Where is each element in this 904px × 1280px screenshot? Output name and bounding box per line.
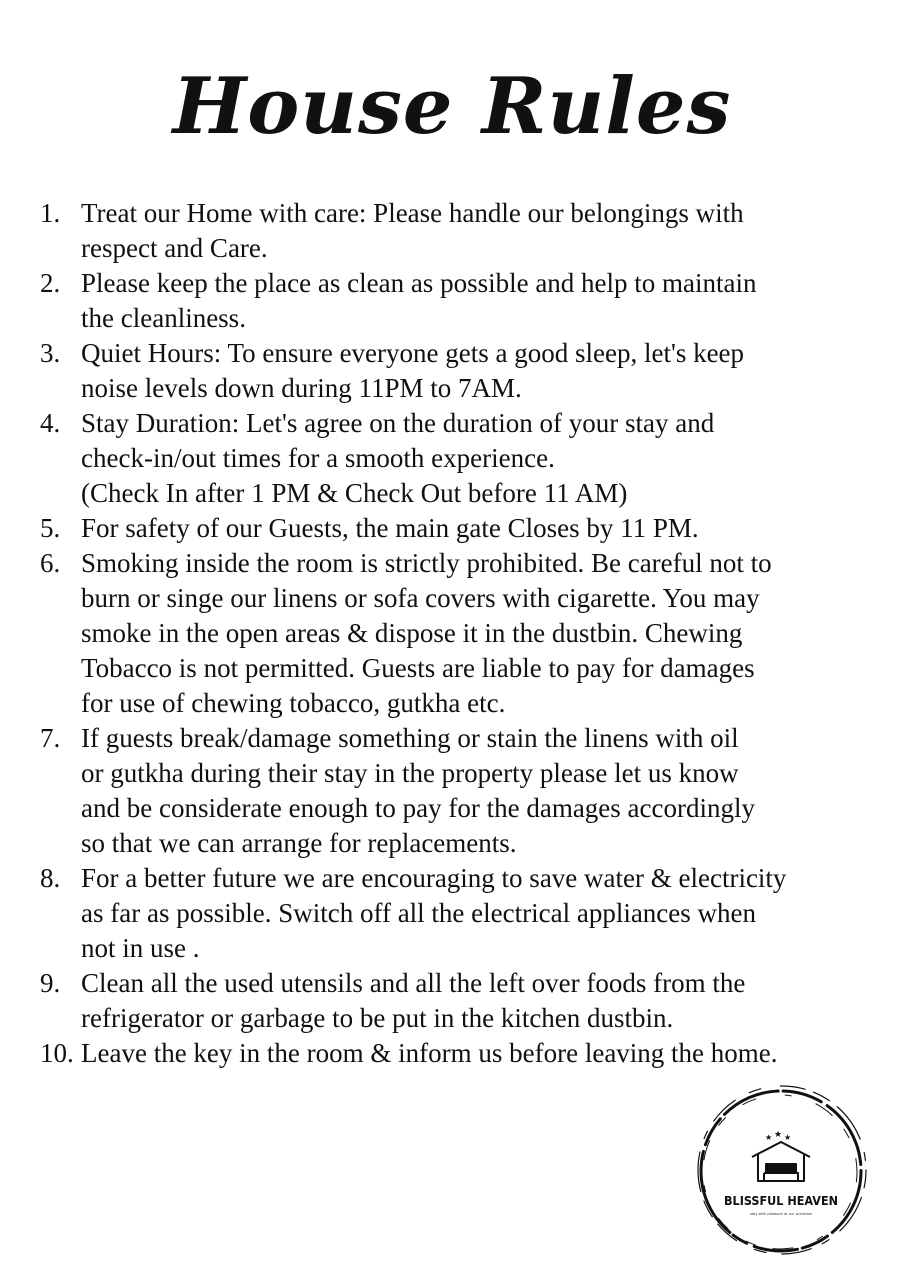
rule-number: 5. <box>40 513 61 543</box>
rule-text-line: check-in/out times for a smooth experience. <box>81 443 555 473</box>
blissful-heaven-logo <box>694 1083 869 1258</box>
rule-text-line: If guests break/damage something or stain the linens with oil <box>81 723 739 753</box>
rule-text-line: Leave the key in the room & inform us before leaving the home. <box>81 1038 778 1068</box>
rule-text-line: Please keep the place as clean as possible and help to maintain <box>81 268 757 298</box>
logo-name: BLISSFUL HEAVEN <box>724 1194 838 1208</box>
rule-item <box>0 336 880 406</box>
rule-text-line: Quiet Hours: To ensure everyone gets a good sleep, let's keep <box>81 338 745 368</box>
rule-text-line: (Check In after 1 PM & Check Out before 11 AM) <box>81 478 628 508</box>
rule-item <box>0 1036 880 1071</box>
rule-item <box>0 511 880 546</box>
logo-tagline: stay with pleasure at our premises <box>749 1212 813 1216</box>
page-title: House Rules <box>172 61 732 152</box>
rule-item <box>0 861 880 966</box>
rule-item <box>0 406 880 511</box>
rule-item <box>0 546 880 721</box>
rule-item <box>0 721 880 861</box>
rule-text-line: respect and Care. <box>81 233 268 263</box>
rule-number: 7. <box>40 723 61 753</box>
rules-list <box>0 196 880 1071</box>
rule-number: 8. <box>40 863 61 893</box>
rule-item <box>0 966 880 1036</box>
rule-text-line: Treat our Home with care: Please handle our belongings with <box>81 198 744 228</box>
rule-number: 3. <box>40 338 61 368</box>
rule-text-line: and be considerate enough to pay for the damages accordingly <box>81 793 755 823</box>
rule-text-line: For a better future we are encouraging to save water & electricity <box>81 863 787 893</box>
rule-number: 9. <box>40 968 61 998</box>
rule-text-line: Clean all the used utensils and all the left over foods from the <box>81 968 746 998</box>
rule-text-line: refrigerator or garbage to be put in the kitchen dustbin. <box>81 1003 674 1033</box>
rule-text-line: For safety of our Guests, the main gate Closes by 11 PM. <box>81 513 699 543</box>
rule-item <box>0 266 880 336</box>
rule-text-line: the cleanliness. <box>81 303 246 333</box>
house-bed-icon <box>752 1142 810 1181</box>
rule-text-line: for use of chewing tobacco, gutkha etc. <box>81 688 506 718</box>
svg-text:★: ★ <box>774 1130 783 1140</box>
rule-number: 4. <box>40 408 61 438</box>
rule-number: 1. <box>40 198 61 228</box>
rule-number: 6. <box>40 548 61 578</box>
rule-text-line: noise levels down during 11PM to 7AM. <box>81 373 522 403</box>
rule-number: 2. <box>40 268 61 298</box>
rule-text-line: or gutkha during their stay in the property please let us know <box>81 758 739 788</box>
rule-text-line: smoke in the open areas & dispose it in the dustbin. Chewing <box>81 618 743 648</box>
svg-text:★: ★ <box>765 1133 773 1142</box>
rule-text-line: Stay Duration: Let's agree on the duration of your stay and <box>81 408 715 438</box>
svg-text:★: ★ <box>784 1133 792 1142</box>
star-icon <box>765 1130 791 1142</box>
rule-text-line: Tobacco is not permitted. Guests are liable to pay for damages <box>81 653 755 683</box>
rule-text-line: so that we can arrange for replacements. <box>81 828 517 858</box>
rule-number: 10. <box>40 1038 74 1068</box>
rule-text-line: not in use . <box>81 933 200 963</box>
rule-text-line: as far as possible. Switch off all the electrical appliances when <box>81 898 757 928</box>
rule-text-line: Smoking inside the room is strictly prohibited. Be careful not to <box>81 548 772 578</box>
rule-item <box>0 196 880 266</box>
rule-text-line: burn or singe our linens or sofa covers with cigarette. You may <box>81 583 760 613</box>
